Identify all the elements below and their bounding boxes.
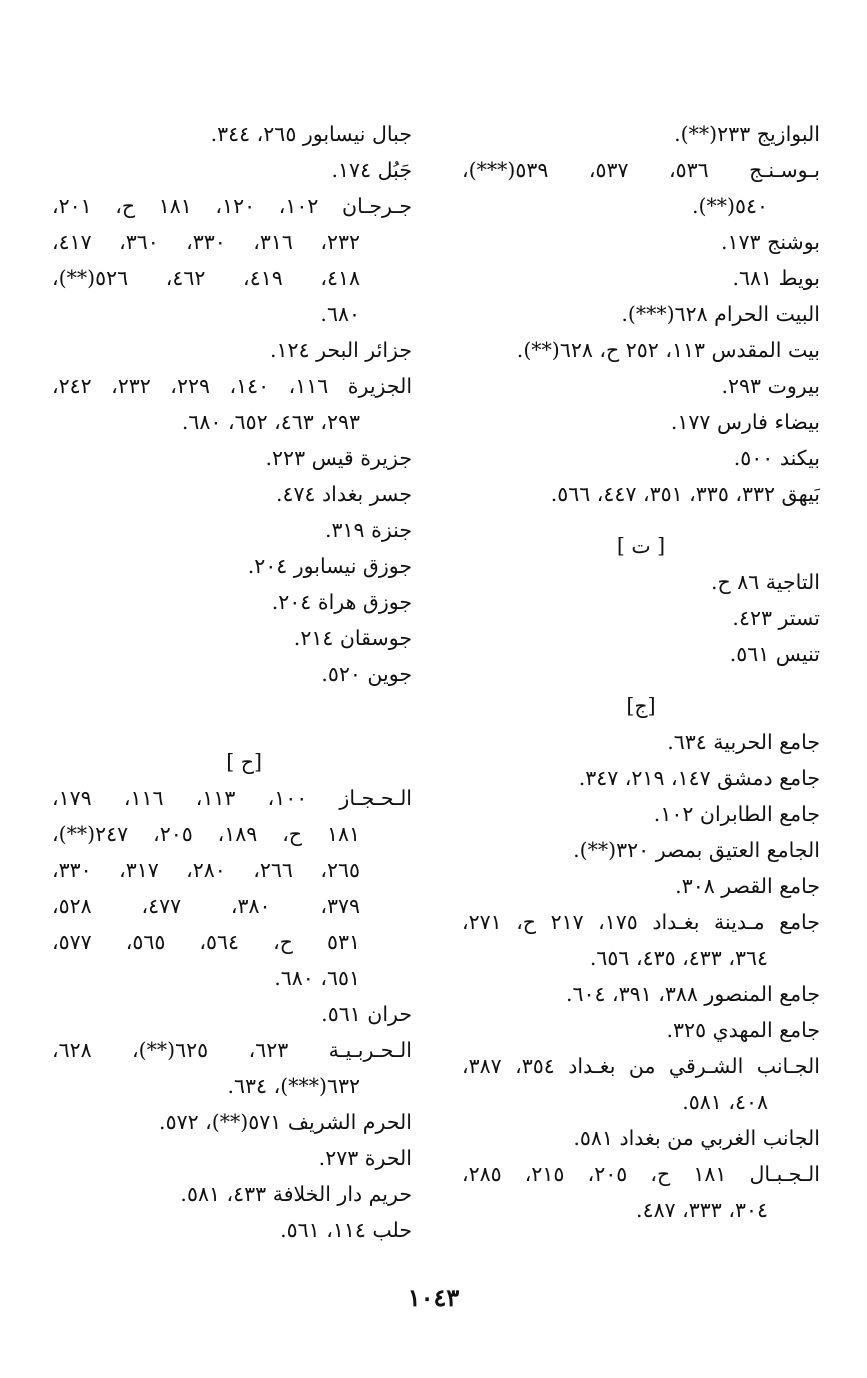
index-entry: بَيهق ٣٣٢، ٣٣٥، ٣٥١، ٤٤٧، ٥٦٦. [550,482,820,506]
index-entry: الحرة ٢٧٣. [318,1146,412,1170]
index-entry: بيروت ٢٩٣. [721,374,820,398]
index-entry: جامع مـدينة بغـداد ١٧٥، ٢١٧ ح، ٢٧١، [462,910,820,934]
index-entry: جوزق هراة ٢٠٤. [271,590,412,614]
index-entry: حريم دار الخلافة ٤٣٣، ٥٨١. [180,1182,412,1206]
index-entry-continuation: ٣٧٩، ٣٨٠، ٤٧٧، ٥٢٨، [52,894,360,918]
index-entry: الجامع العتيق بمصر ٣٢٠(**). [573,838,820,862]
index-entry: جَبُل ١٧٤. [331,158,412,182]
index-entry: التاجية ٨٦ ح. [710,570,820,594]
index-entry-continuation: ٥٤٠(**). [691,194,768,218]
index-entry-continuation: ٣٠٤، ٣٣٣، ٤٨٧. [636,1198,768,1222]
index-entry-continuation: ٥٣١ ح، ٥٦٤، ٥٦٥، ٥٧٧، [52,930,360,954]
index-entry: جزائر البحر ١٢٤. [270,338,412,362]
index-entry: بويط ٦٨١. [732,266,820,290]
index-entry: جامع القصر ٣٠٨. [675,874,820,898]
index-entry-continuation: ٢٣٢، ٣١٦، ٣٣٠، ٣٦٠، ٤١٧، [52,230,360,254]
index-entry: البيت الحرام ٦٢٨(***). [621,302,820,326]
index-entry: البوازيج ٢٣٣(**). [674,122,820,146]
index-entry-continuation: ١٨١ ح، ١٨٩، ٢٠٥، ٢٤٧(**)، [52,822,360,846]
page-number: ١٠٤٣ [407,1283,460,1312]
index-entry: جوزق نيسابور ٢٠٤. [247,554,412,578]
index-entry: جامع الحربية ٦٣٤. [667,730,820,754]
index-entry: جنزة ٣١٩. [324,518,412,542]
index-entry: جامع المنصور ٣٨٨، ٣٩١، ٦٠٤. [565,982,820,1006]
index-entry: بيضاء فارس ١٧٧. [670,410,820,434]
index-entry: جسر بغداد ٤٧٤. [275,482,412,506]
section-heading-t: [ ت ] [616,534,666,558]
index-entry: الـحـجـاز ١٠٠، ١١٣، ١١٦، ١٧٩، [52,786,413,810]
index-entry: تستر ٤٢٣. [732,606,820,630]
index-entry: جزيرة قيس ٢٢٣. [265,446,412,470]
index-entry-continuation: ٤١٨، ٤١٩، ٤٦٢، ٥٢٦(**)، [52,266,361,290]
section-heading-j: [ج] [626,694,656,718]
left-column [52,116,412,1248]
index-entry: بيت المقدس ١١٣، ٢٥٢ ح، ٦٢٨(**). [516,338,820,362]
section-heading-h: [ح ] [226,750,262,774]
index-entry: بوشنج ١٧٣. [721,230,820,254]
index-entry: الحرم الشريف ٥٧١(**)، ٥٧٢. [159,1110,412,1134]
index-entry-continuation: ٢٦٥، ٢٦٦، ٢٨٠، ٣١٧، ٣٣٠، [52,858,360,882]
index-entry: تنيس ٥٦١. [729,642,820,666]
index-entry-continuation: ٦٥١، ٦٨٠. [274,966,360,990]
index-entry: الجـانب الشـرقي من بغـداد ٣٥٤، ٣٨٧، [462,1054,820,1078]
index-entry-continuation: ٢٩٣، ٤٦٣، ٦٥٢، ٦٨٠. [181,410,360,434]
index-entry: جامع المهدي ٣٢٥. [666,1018,820,1042]
index-entry: جوسقان ٢١٤. [293,626,412,650]
index-entry: بيكند ٥٠٠. [733,446,820,470]
index-entry: جبال نيسابور ٢٦٥، ٣٤٤. [210,122,412,146]
index-entry: حران ٥٦١. [321,1002,412,1026]
index-entry-continuation: ٣٦٤، ٤٣٣، ٤٣٥، ٦٥٦. [589,946,768,970]
index-entry: الجزيرة ١١٦، ١٤٠، ٢٢٩، ٢٣٢، ٢٤٢، [52,374,413,398]
index-entry: حلب ١١٤، ٥٦١. [280,1218,412,1242]
index-entry: جـرجـان ١٠٢، ١٢٠، ١٨١ ح، ٢٠١، [52,194,412,218]
index-entry: الـحـربـيـة ٦٢٣، ٦٢٥(**)، ٦٢٨، [52,1038,412,1062]
index-entry: الـجـبـال ١٨١ ح، ٢٠٥، ٢١٥، ٢٨٥، [462,1162,820,1186]
index-entry: جوين ٥٢٠. [321,662,412,686]
index-entry-continuation: ٤٠٨، ٥٨١. [682,1090,768,1114]
index-entry-continuation: ٦٣٢(***)، ٦٣٤. [227,1074,360,1098]
index-entry: جامع الطابران ١٠٢. [653,802,820,826]
right-column [462,116,820,1228]
index-entry: جامع دمشق ١٤٧، ٢١٩، ٣٤٧. [578,766,820,790]
index-entry: الجانب الغربي من بغداد ٥٨١. [573,1126,820,1150]
index-entry: بـوسـنـج ٥٣٦، ٥٣٧، ٥٣٩(***)، [462,158,820,182]
index-entry-continuation: ٦٨٠. [320,302,360,326]
